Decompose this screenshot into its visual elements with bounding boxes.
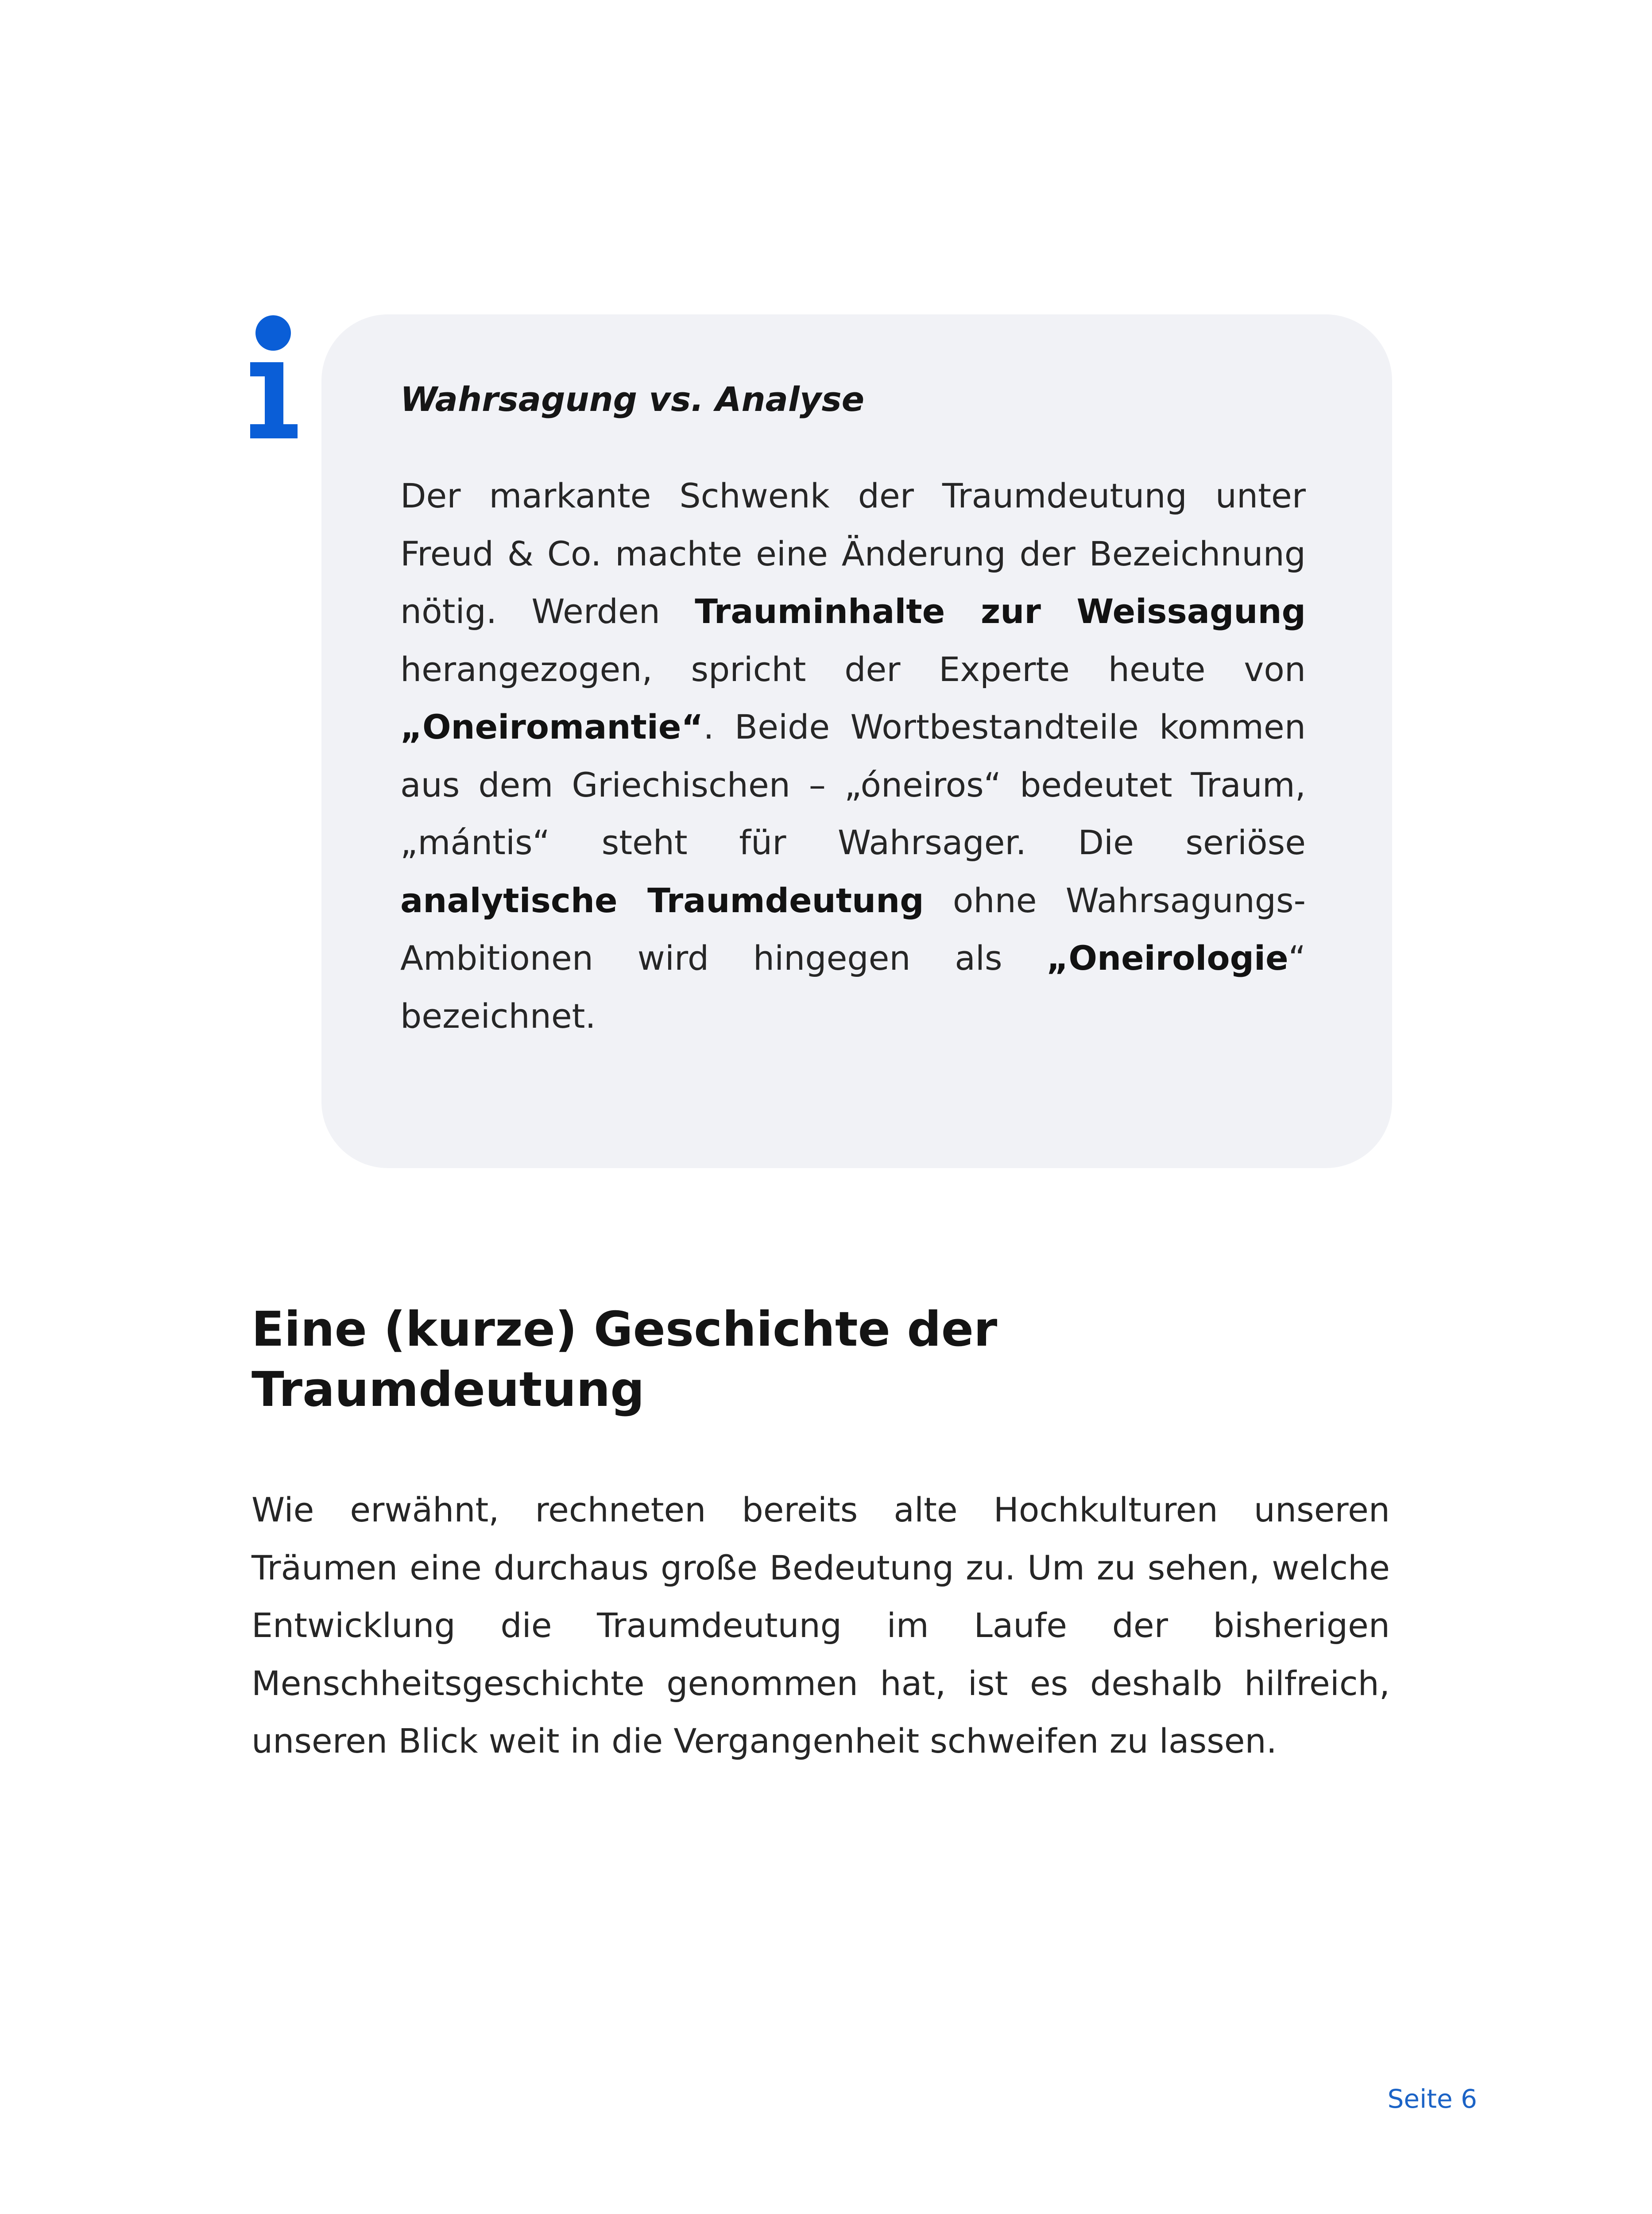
info-text-bold: Trauminhalte zur Weissagung (695, 592, 1306, 631)
section-heading-line: Eine (kurze) Geschichte der (251, 1302, 998, 1357)
section-heading (251, 1300, 1403, 1420)
info-text-bold: „Oneirologie (1046, 938, 1288, 978)
info-box-title: Wahrsagung vs. Analyse (400, 379, 865, 419)
info-icon (248, 314, 299, 438)
info-text-segment: herangezogen, spricht der Experte heute von (400, 649, 1306, 689)
info-text-segment: . Beide Wortbestandteile kommen aus dem Griechischen – „óneiros“ bedeutet Traum, „mántis“ steht für Wahrsager. Die seriöse (400, 707, 1306, 862)
info-box-text (400, 467, 1306, 1045)
section-heading-line: Traumdeutung (251, 1362, 645, 1417)
info-text-segment: Der markante Schwenk der Traumdeutung unter Freud & Co. machte eine Änderung der Bezeichnung nötig. Werden (400, 476, 1306, 631)
info-text-bold: analytische Traumdeutung (400, 880, 924, 920)
page-number: Seite 6 (1387, 2084, 1477, 2114)
section-paragraph: Wie erwähnt, rechneten bereits alte Hochkulturen unseren Träumen eine durchaus große Bedeutung zu. Um zu sehen, welche Entwicklung die Traumdeutung im Laufe der bisherigen Menschheitsgeschichte genommen hat, ist es deshalb hilfreich, unseren Blick weit in die Vergangenheit schweifen zu lassen. (251, 1490, 1390, 1761)
info-text-segment: “ bezeichnet. (400, 938, 1306, 1036)
info-text-segment: ohne Wahrsagungs-Ambitionen wird hingegen als (400, 880, 1306, 978)
info-text-bold: „Oneiromantie“ (400, 707, 704, 747)
